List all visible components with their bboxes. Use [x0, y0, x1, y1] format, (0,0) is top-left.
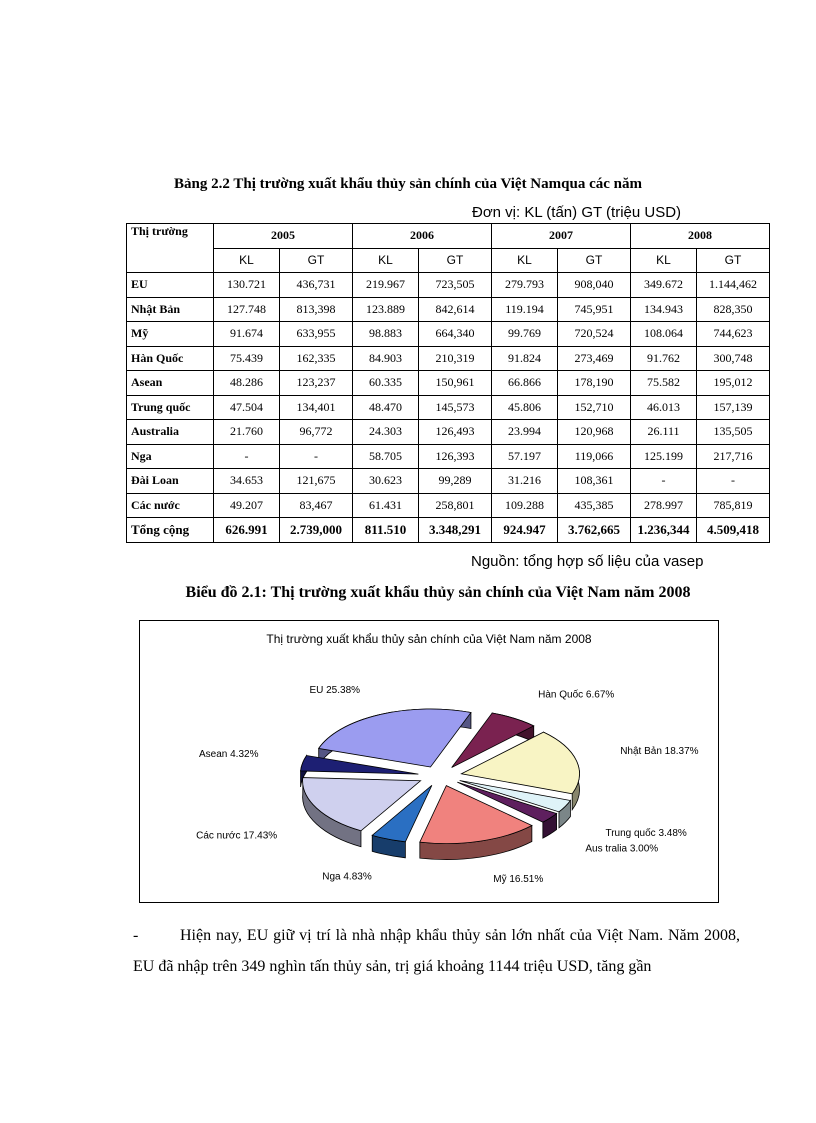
cell-gt: 3.348,291: [419, 518, 492, 543]
cell-gt: 108,361: [558, 469, 631, 494]
table-header-row: [127, 224, 770, 249]
cell-gt: 300,748: [697, 346, 770, 371]
cell-gt: 3.762,665: [558, 518, 631, 543]
cell-gt: 126,393: [419, 444, 492, 469]
pie-chart-svg: [140, 621, 718, 902]
market-name: Asean: [127, 371, 214, 396]
cell-kl: 924.947: [492, 518, 558, 543]
cell-kl: 84.903: [353, 346, 419, 371]
table-subheader-row: [127, 248, 770, 273]
paragraph-text: Hiện nay, EU giữ vị trí là nhà nhập khẩu thủy sản lớn nhất của Việt Nam. Năm 2008, EU đã nhập trên 349 nghìn tấn thủy sản, trị giá khoảng 1144 triệu USD, tăng gần: [133, 927, 740, 975]
cell-gt: 785,819: [697, 493, 770, 518]
cell-kl: 130.721: [214, 273, 280, 298]
cell-kl: 23.994: [492, 420, 558, 445]
cell-kl: 47.504: [214, 395, 280, 420]
cell-kl: 60.335: [353, 371, 419, 396]
cell-kl: 48.470: [353, 395, 419, 420]
cell-gt: 435,385: [558, 493, 631, 518]
cell-kl: 98.883: [353, 322, 419, 347]
source-note: Nguồn: tổng hợp số liệu của vasep: [471, 553, 704, 570]
cell-kl: 57.197: [492, 444, 558, 469]
cell-gt: 135,505: [697, 420, 770, 445]
cell-kl: 123.889: [353, 297, 419, 322]
cell-gt: -: [697, 469, 770, 494]
chart-caption: Biểu đồ 2.1: Thị trường xuất khẩu thủy sản chính của Việt Nam năm 2008: [185, 584, 691, 601]
cell-gt: 436,731: [280, 273, 353, 298]
market-name: Hàn Quốc: [127, 346, 214, 371]
cell-gt: 633,955: [280, 322, 353, 347]
cell-gt: 195,012: [697, 371, 770, 396]
cell-kl: 66.866: [492, 371, 558, 396]
cell-kl: 99.769: [492, 322, 558, 347]
subheader-kl: KL: [214, 248, 280, 273]
subheader-kl: KL: [631, 248, 697, 273]
cell-kl: 48.286: [214, 371, 280, 396]
cell-kl: 134.943: [631, 297, 697, 322]
cell-gt: 813,398: [280, 297, 353, 322]
table-total-row: [127, 518, 770, 543]
header-year-2008: 2008: [631, 224, 770, 249]
cell-kl: 91.674: [214, 322, 280, 347]
cell-kl: 21.760: [214, 420, 280, 445]
cell-kl: 61.431: [353, 493, 419, 518]
cell-kl: 58.705: [353, 444, 419, 469]
cell-kl: 46.013: [631, 395, 697, 420]
cell-gt: 258,801: [419, 493, 492, 518]
cell-gt: 119,066: [558, 444, 631, 469]
cell-kl: 119.194: [492, 297, 558, 322]
pie-slice-label: Trung quốc 3.48%: [605, 828, 687, 840]
subheader-gt: GT: [419, 248, 492, 273]
cell-gt: 744,623: [697, 322, 770, 347]
table-row: [127, 469, 770, 494]
cell-kl: -: [631, 469, 697, 494]
cell-kl: 26.111: [631, 420, 697, 445]
pie-slice: [319, 709, 471, 767]
cell-kl: 30.623: [353, 469, 419, 494]
pie-slice-label: Mỹ 16.51%: [493, 874, 544, 886]
market-name: Đài Loan: [127, 469, 214, 494]
market-name: Các nước: [127, 493, 214, 518]
header-year-2005: 2005: [214, 224, 353, 249]
cell-kl: 34.653: [214, 469, 280, 494]
cell-kl: -: [214, 444, 280, 469]
cell-gt: 152,710: [558, 395, 631, 420]
cell-kl: 31.216: [492, 469, 558, 494]
table-row: [127, 297, 770, 322]
pie-slice-label: Các nước 17.43%: [196, 830, 278, 842]
cell-gt: -: [280, 444, 353, 469]
cell-gt: 157,139: [697, 395, 770, 420]
cell-kl: 125.199: [631, 444, 697, 469]
cell-kl: 1.236,344: [631, 518, 697, 543]
cell-gt: 178,190: [558, 371, 631, 396]
cell-gt: 99,289: [419, 469, 492, 494]
market-name: Trung quốc: [127, 395, 214, 420]
market-name: Nhật Bản: [127, 297, 214, 322]
cell-gt: 217,716: [697, 444, 770, 469]
subheader-kl: KL: [492, 248, 558, 273]
cell-gt: 96,772: [280, 420, 353, 445]
pie-slice-label: Hàn Quốc 6.67%: [538, 689, 615, 701]
cell-gt: 4.509,418: [697, 518, 770, 543]
cell-gt: 83,467: [280, 493, 353, 518]
export-market-table: [126, 223, 770, 543]
cell-kl: 75.439: [214, 346, 280, 371]
table-row: [127, 493, 770, 518]
cell-kl: 45.806: [492, 395, 558, 420]
cell-gt: 126,493: [419, 420, 492, 445]
cell-gt: 828,350: [697, 297, 770, 322]
cell-gt: 745,951: [558, 297, 631, 322]
subheader-gt: GT: [697, 248, 770, 273]
table-row: [127, 420, 770, 445]
cell-kl: 127.748: [214, 297, 280, 322]
cell-kl: 49.207: [214, 493, 280, 518]
subheader-gt: GT: [280, 248, 353, 273]
cell-gt: 2.739,000: [280, 518, 353, 543]
cell-gt: 908,040: [558, 273, 631, 298]
cell-kl: 626.991: [214, 518, 280, 543]
cell-kl: 108.064: [631, 322, 697, 347]
header-year-2006: 2006: [353, 224, 492, 249]
cell-kl: 91.824: [492, 346, 558, 371]
market-name: Mỹ: [127, 322, 214, 347]
cell-kl: 811.510: [353, 518, 419, 543]
paragraph-bullet: -: [133, 927, 139, 944]
cell-kl: 75.582: [631, 371, 697, 396]
cell-kl: 349.672: [631, 273, 697, 298]
table-row: [127, 395, 770, 420]
cell-kl: 24.303: [353, 420, 419, 445]
cell-gt: 842,614: [419, 297, 492, 322]
pie-slice-label: Asean 4.32%: [198, 748, 259, 760]
cell-gt: 150,961: [419, 371, 492, 396]
chart-title: Thị trường xuất khẩu thủy sản chính của Việt Nam năm 2008: [266, 632, 592, 646]
subheader-gt: GT: [558, 248, 631, 273]
cell-gt: 123,237: [280, 371, 353, 396]
cell-gt: 134,401: [280, 395, 353, 420]
cell-kl: 91.762: [631, 346, 697, 371]
cell-kl: 279.793: [492, 273, 558, 298]
cell-gt: 723,505: [419, 273, 492, 298]
cell-gt: 210,319: [419, 346, 492, 371]
pie-slice-label: Aus tralia 3.00%: [585, 843, 659, 855]
cell-kl: 219.967: [353, 273, 419, 298]
header-year-2007: 2007: [492, 224, 631, 249]
market-name: EU: [127, 273, 214, 298]
table-row: [127, 273, 770, 298]
pie-slice-label: Nga 4.83%: [322, 871, 372, 883]
body-paragraph: [133, 920, 740, 982]
cell-gt: 120,968: [558, 420, 631, 445]
header-market-label: Thị trường: [127, 224, 214, 273]
cell-gt: 720,524: [558, 322, 631, 347]
cell-kl: 278.997: [631, 493, 697, 518]
table-row: [127, 444, 770, 469]
unit-note: Đơn vị: KL (tấn) GT (triệu USD): [472, 204, 682, 221]
cell-gt: 162,335: [280, 346, 353, 371]
cell-gt: 273,469: [558, 346, 631, 371]
cell-gt: 664,340: [419, 322, 492, 347]
table-row: [127, 371, 770, 396]
market-name: Tổng cộng: [127, 518, 214, 543]
cell-gt: 1.144,462: [697, 273, 770, 298]
cell-gt: 121,675: [280, 469, 353, 494]
table-row: [127, 322, 770, 347]
market-name: Australia: [127, 420, 214, 445]
market-name: Nga: [127, 444, 214, 469]
table-row: [127, 346, 770, 371]
cell-kl: 109.288: [492, 493, 558, 518]
pie-slice-label: Nhật Bản 18.37%: [620, 745, 699, 757]
pie-chart: [139, 620, 719, 903]
cell-gt: 145,573: [419, 395, 492, 420]
table-title: Bảng 2.2 Thị trường xuất khẩu thủy sản chính của Việt Namqua các năm: [174, 176, 642, 192]
pie-slice-label: EU 25.38%: [309, 684, 361, 696]
subheader-kl: KL: [353, 248, 419, 273]
